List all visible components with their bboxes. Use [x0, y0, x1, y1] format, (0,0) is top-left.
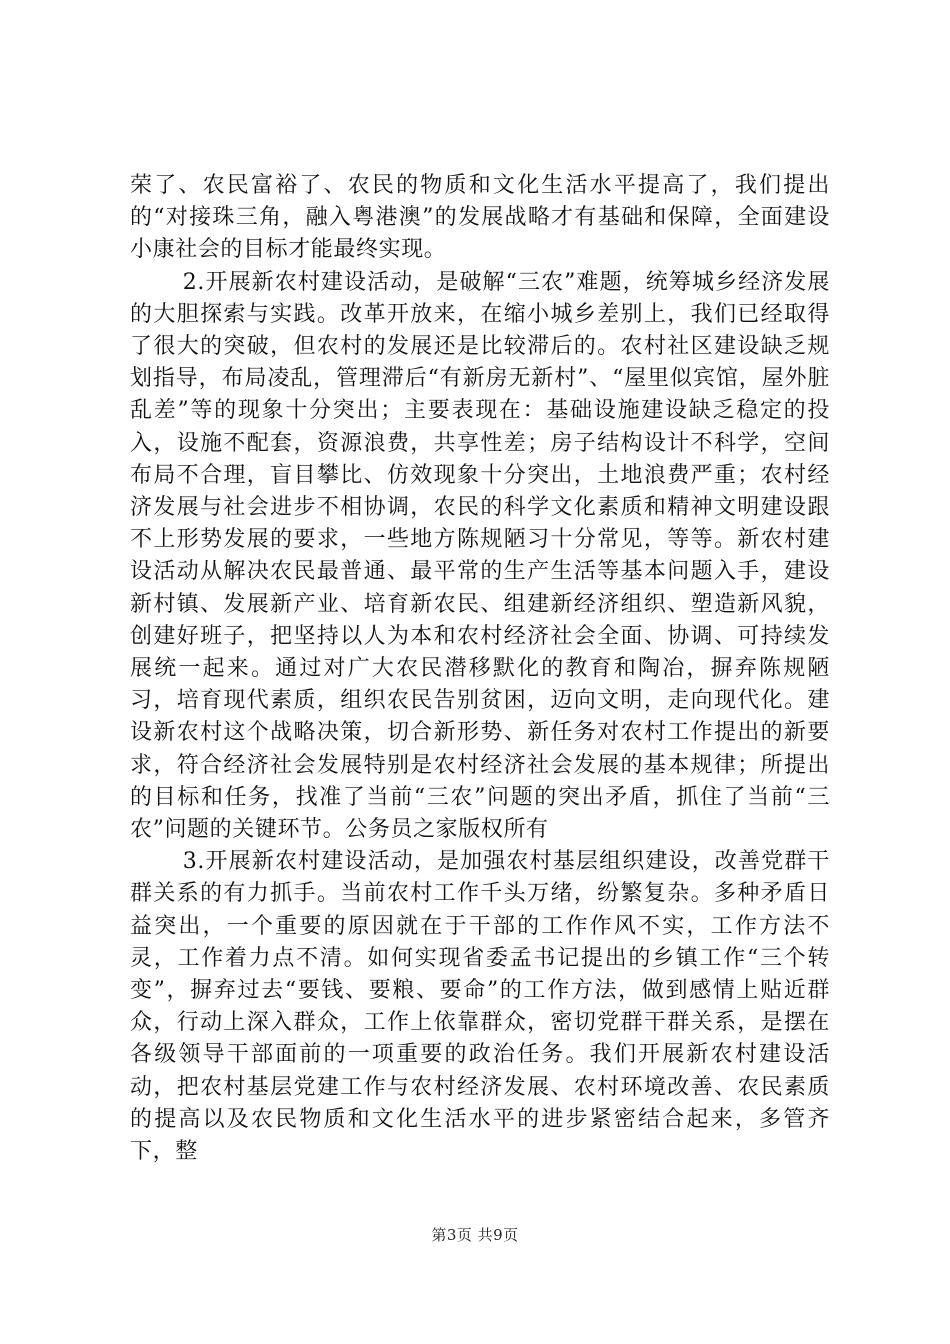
document-body	[130, 170, 830, 1168]
paragraph-3: 3.开展新农村建设活动，是加强农村基层组织建设，改善党群干群关系的有力抓手。当前农村工作千头万绪，纷繁复杂。多种矛盾日益突出，一个重要的原因就在于干部的工作作风不实，工作方法不灵，工作着力点不清。如何实现省委孟书记提出的乡镇工作“三个转变”，摒弃过去“要钱、要粮、要命”的工作方法，做到感情上贴近群众，行动上深入群众，工作上依靠群众，密切党群干群关系，是摆在各级领导干部面前的一项重要的政治任务。我们开展新农村建设活动，把农村基层党建工作与农村经济发展、农村环境改善、农民素质的提高以及农民物质和文化生活水平的进步紧密结合起来，多管齐下，整	[130, 849, 830, 1165]
paragraph-2: 2.开展新农村建设活动，是破解“三农”难题，统筹城乡经济发展的大胆探索与实践。改革开放来，在缩小城乡差别上，我们已经取得了很大的突破，但农村的发展还是比较滞后的。农村社区建设缺乏规划指导，布局凌乱，管理滞后“有新房无新村”、“屋里似宾馆，屋外脏乱差”等的现象十分突出；主要表现在：基础设施建设缺乏稳定的投入，设施不配套，资源浪费，共享性差；房子结构设计不科学，空间布局不合理，盲目攀比、仿效现象十分突出，土地浪费严重；农村经济发展与社会进步不相协调，农民的科学文化素质和精神文明建设跟不上形势发展的要求，一些地方陈规陋习十分常见，等等。新农村建设活动从解决农民最普通、最平常的生产生活等基本问题入手，建设新村镇、发展新产业、培育新农民、组建新经济组织、塑造新风貌，创建好班子，把坚持以人为本和农村经济社会全面、协调、可持续发展统一起来。通过对广大农民潜移默化的教育和陶冶，摒弃陈规陋习，培育现代素质，组织农民告别贫困，迈向文明，走向现代化。建设新农村这个战略决策，切合新形势、新任务对农村工作提出的新要求，符合经济社会发展特别是农村经济社会发展的基本规律；所提出的目标和任务，找准了当前“三农”问题的突出矛盾，抓住了当前“三农”问题的关键环节。公务员之家版权所有	[130, 269, 830, 843]
page-number-footer: 第3页 共9页	[431, 1226, 519, 1244]
paragraph-1: 荣了、农民富裕了、农民的物质和文化生活水平提高了，我们提出的“对接珠三角，融入粤港澳”的发展战略才有基础和保障，全面建设小康社会的目标才能最终实现。	[130, 173, 830, 263]
